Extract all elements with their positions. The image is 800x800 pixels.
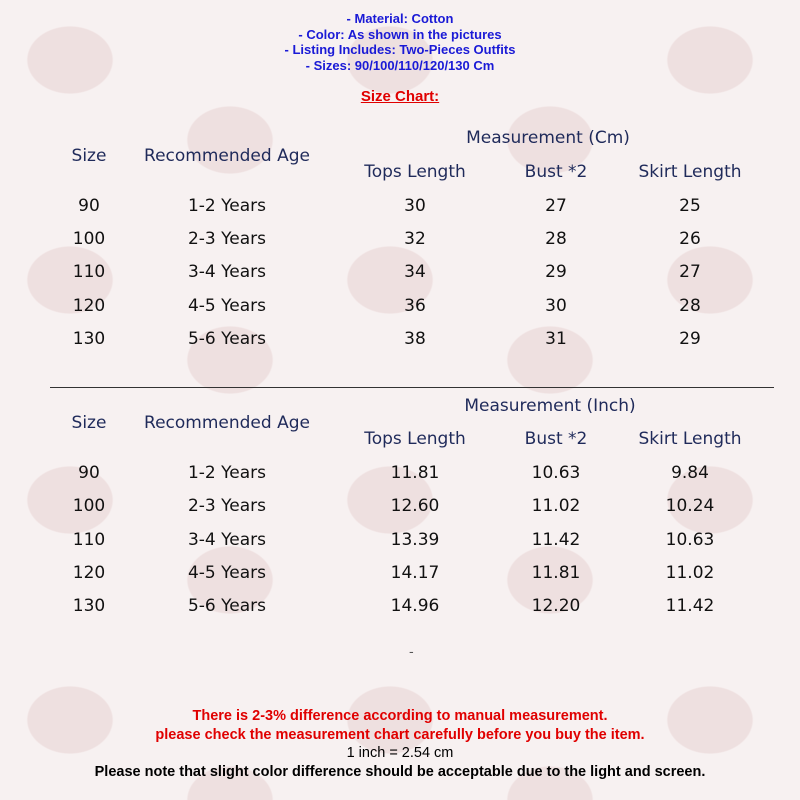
- cell-skirt: 26: [679, 229, 701, 249]
- cell-size: 90: [78, 463, 100, 483]
- cell-size: 90: [78, 196, 100, 216]
- cell-bust: 31: [545, 329, 567, 349]
- cell-tops: 36: [404, 296, 426, 316]
- cell-tops: 11.81: [390, 463, 440, 483]
- col-header-skirt: Skirt Length: [638, 162, 742, 182]
- col-header-tops: Tops Length: [364, 162, 466, 182]
- cell-age: 1-2 Years: [187, 463, 267, 483]
- check-chart-warning: please check the measurement chart carefully before you buy the item.: [155, 727, 645, 743]
- col-header-skirt: Skirt Length: [638, 429, 742, 449]
- color-line: - Color: As shown in the pictures: [298, 26, 502, 42]
- cell-age: 2-3 Years: [187, 496, 267, 516]
- cell-skirt: 29: [679, 329, 701, 349]
- cell-size: 130: [72, 329, 106, 349]
- col-header-size: Size: [71, 146, 107, 166]
- col-header-tops: Tops Length: [364, 429, 466, 449]
- cell-tops: 32: [404, 229, 426, 249]
- cell-bust: 11.02: [531, 496, 581, 516]
- cell-bust: 29: [545, 262, 567, 282]
- cell-size: 110: [72, 530, 106, 550]
- cell-size: 130: [72, 596, 106, 616]
- col-header-measurement: Measurement (Cm): [466, 128, 630, 148]
- col-header-measurement: Measurement (Inch): [464, 396, 636, 416]
- cell-tops: 30: [404, 196, 426, 216]
- table-divider: [50, 387, 774, 388]
- cell-skirt: 10.63: [665, 530, 715, 550]
- col-header-age: Recommended Age: [144, 146, 310, 166]
- cell-bust: 30: [545, 296, 567, 316]
- cell-skirt: 11.42: [665, 596, 715, 616]
- cell-size: 120: [72, 563, 106, 583]
- cell-bust: 28: [545, 229, 567, 249]
- cell-skirt: 28: [679, 296, 701, 316]
- material-line: - Material: Cotton: [346, 11, 454, 26]
- cell-size: 110: [72, 262, 106, 282]
- cell-tops: 13.39: [390, 530, 440, 550]
- col-header-bust: Bust *2: [524, 162, 588, 182]
- col-header-age: Recommended Age: [144, 413, 310, 433]
- size-chart-title: Size Chart:: [360, 88, 440, 105]
- cell-skirt: 25: [679, 196, 701, 216]
- col-header-bust: Bust *2: [524, 429, 588, 449]
- cell-size: 100: [72, 229, 106, 249]
- cell-tops: 12.60: [390, 496, 440, 516]
- cell-bust: 11.42: [531, 530, 581, 550]
- inch-conversion: 1 inch = 2.54 cm: [346, 745, 454, 761]
- cell-age: 5-6 Years: [187, 329, 267, 349]
- cell-bust: 11.81: [531, 563, 581, 583]
- listing-line: - Listing Includes: Two-Pieces Outfits: [284, 42, 516, 57]
- cell-tops: 14.17: [390, 563, 440, 583]
- cell-skirt: 27: [679, 262, 701, 282]
- cell-skirt: 9.84: [671, 463, 709, 483]
- cell-age: 3-4 Years: [187, 530, 267, 550]
- cell-age: 3-4 Years: [187, 262, 267, 282]
- cell-age: 5-6 Years: [187, 596, 267, 616]
- cell-bust: 27: [545, 196, 567, 216]
- cell-age: 4-5 Years: [187, 563, 267, 583]
- cell-skirt: 11.02: [665, 563, 715, 583]
- sizes-line: - Sizes: 90/100/110/120/130 Cm: [305, 57, 495, 73]
- separator-dash: -: [409, 645, 414, 660]
- measurement-warning: There is 2-3% difference according to manual measurement.: [192, 708, 608, 724]
- cell-tops: 14.96: [390, 596, 440, 616]
- cell-tops: 34: [404, 262, 426, 282]
- cell-age: 1-2 Years: [187, 196, 267, 216]
- cell-age: 4-5 Years: [187, 296, 267, 316]
- col-header-size: Size: [71, 413, 107, 433]
- cell-skirt: 10.24: [665, 496, 715, 516]
- cell-tops: 38: [404, 329, 426, 349]
- cell-size: 100: [72, 496, 106, 516]
- cell-bust: 10.63: [531, 463, 581, 483]
- cell-bust: 12.20: [531, 596, 581, 616]
- product-info: [0, 11, 800, 73]
- cell-size: 120: [72, 296, 106, 316]
- color-difference-note: Please note that slight color difference should be acceptable due to the light and screen.: [94, 764, 706, 780]
- cell-age: 2-3 Years: [187, 229, 267, 249]
